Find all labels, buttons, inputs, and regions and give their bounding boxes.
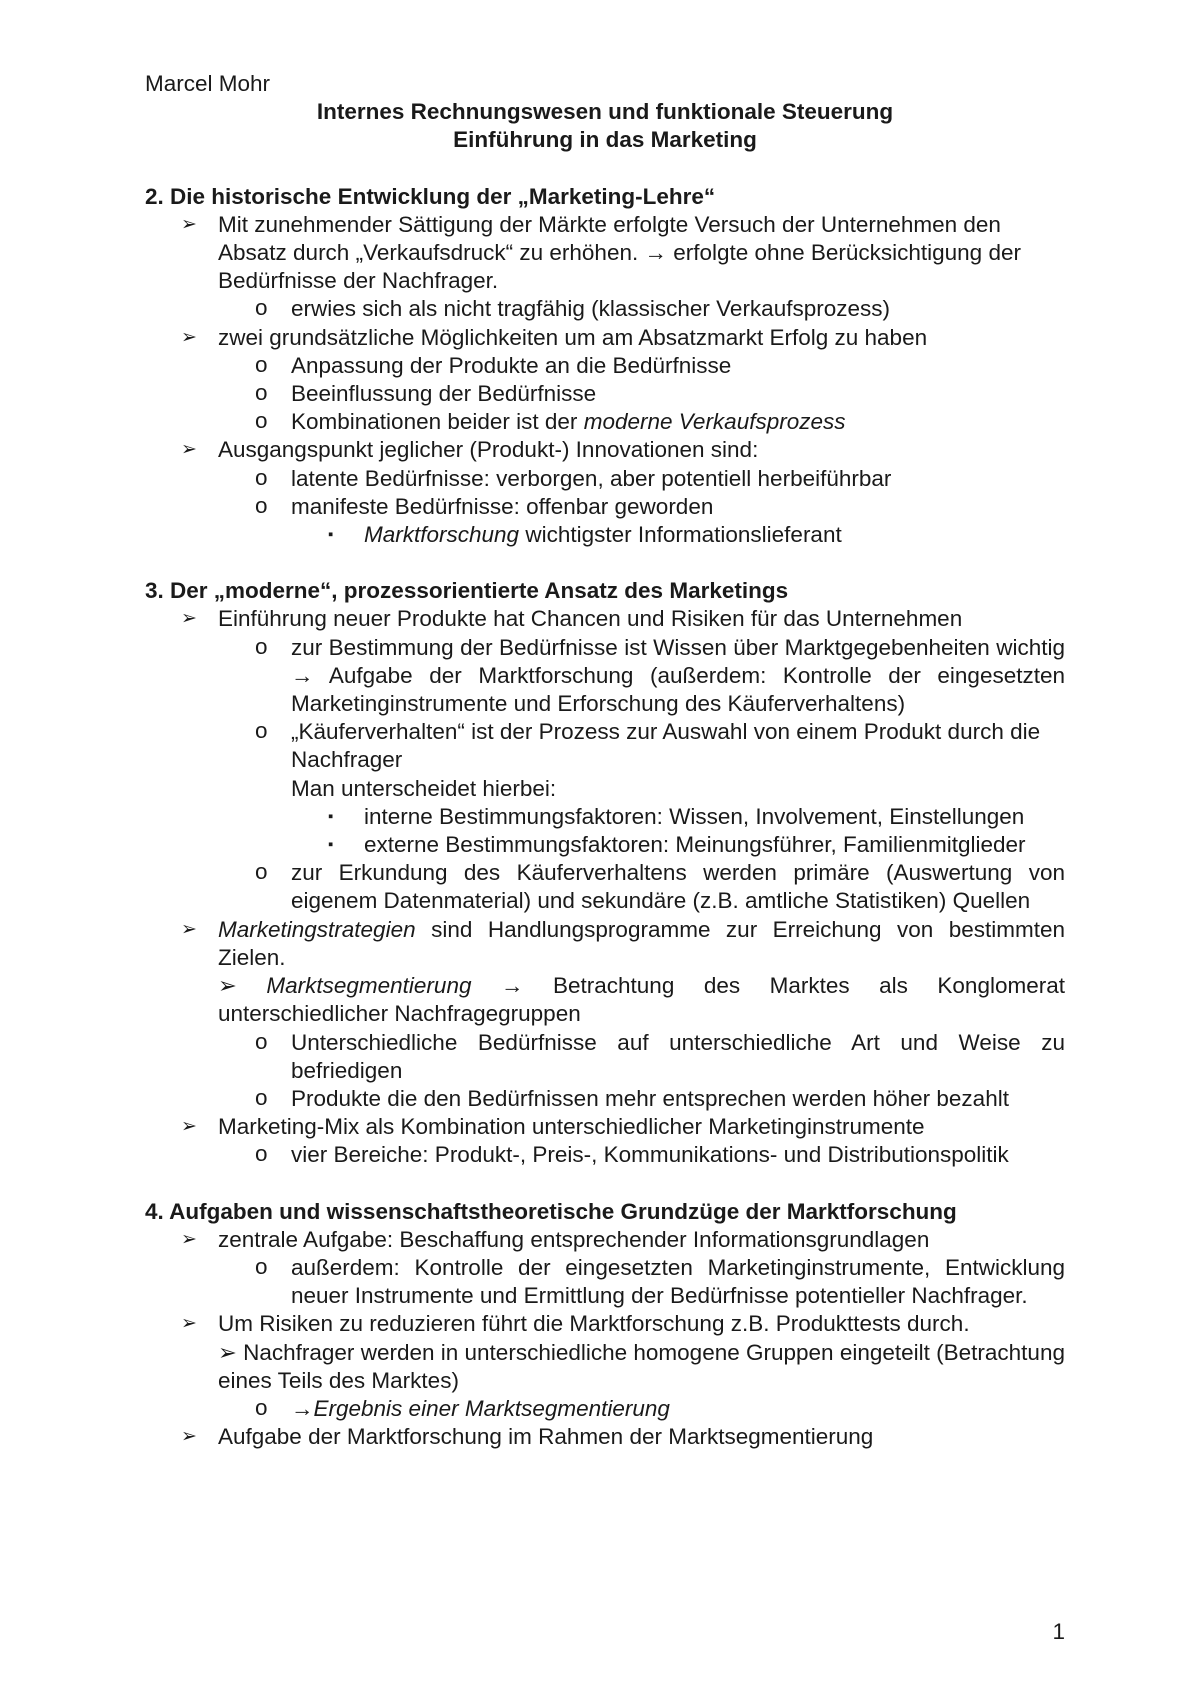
arrow-bullet-icon: ➢: [181, 439, 197, 461]
arrow-bullet-icon: ➢: [181, 1313, 197, 1335]
item-text: außerdem: Kontrolle der eingesetzten Marketinginstrumente, Entwicklung neuer Instrumente und Ermittlung der Bedürfnisse potentieller Nachfrager.: [291, 1254, 1065, 1309]
circle-bullet-icon: o: [255, 351, 268, 377]
list-item: [145, 1113, 1065, 1169]
list-item: [145, 211, 1065, 324]
item-text: Produkte die den Bedürfnissen mehr entsprechen werden höher bezahlt: [291, 1085, 1009, 1111]
section-2-list: [145, 211, 1065, 549]
arrow-bullet-icon: ➢: [181, 326, 197, 348]
sub-list: [218, 634, 1065, 916]
item-text: Betrachtung des Marktes als Konglomerat unterschiedlicher Nachfragegruppen: [218, 973, 1065, 1027]
list-item: [145, 605, 1065, 915]
square-bullet-icon: ▪: [328, 836, 334, 854]
list-item: [145, 493, 1065, 549]
list-item: [145, 1310, 1065, 1338]
list-item: [145, 352, 1065, 380]
section-3-list: [145, 605, 1065, 1169]
section-4-heading: 4. Aufgaben und wissenschaftstheoretische Grundzüge der Marktforschung: [145, 1198, 957, 1224]
item-text: Ausgangspunkt jeglicher (Produkt-) Innovationen sind:: [218, 437, 759, 463]
list-item: [145, 718, 1065, 859]
list-item: [145, 408, 1065, 436]
sub-list: [218, 1141, 1065, 1169]
item-text: interne Bestimmungsfaktoren: Wissen, Involvement, Einstellungen: [364, 803, 1025, 829]
arrow-bullet-icon: ➢: [181, 213, 197, 235]
item-text: Unterschiedliche Bedürfnisse auf unterschiedliche Art und Weise zu befriedigen: [291, 1029, 1065, 1083]
list-item: [145, 972, 1065, 1113]
right-arrow-icon: →: [500, 973, 524, 999]
item-text: vier Bereiche: Produkt-, Preis-, Kommunikations- und Distributionspolitik: [291, 1142, 1009, 1168]
arrow-bullet-icon: ➢: [181, 1228, 197, 1250]
arrow-bullet-icon: ➢: [181, 608, 197, 630]
arrow-bullet-icon: ➢: [218, 1339, 237, 1365]
item-emphasis: Marktforschung: [364, 522, 520, 548]
list-item: [145, 1339, 1065, 1424]
list-item: [145, 521, 1065, 549]
circle-bullet-icon: o: [255, 1141, 268, 1167]
list-item: [145, 295, 1065, 323]
circle-bullet-icon: o: [255, 1028, 268, 1054]
item-text: sind Handlungsprogramme zur Erreichung von bestimmten Zielen.: [218, 916, 1065, 970]
page-number: 1: [1052, 1619, 1065, 1644]
arrow-bullet-icon: ➢: [181, 1426, 197, 1448]
list-item: [145, 1226, 1065, 1311]
list-item: [145, 1254, 1065, 1310]
right-arrow-icon: →: [644, 240, 667, 266]
item-paragraph: [218, 1339, 1065, 1395]
list-item: [145, 916, 1065, 972]
item-text: externe Bestimmungsfaktoren: Meinungsführer, Familienmitglieder: [364, 832, 1026, 858]
square-bullet-icon: ▪: [328, 526, 334, 544]
item-emphasis: Marketingstrategien: [218, 916, 416, 942]
circle-bullet-icon: o: [255, 859, 268, 885]
circle-bullet-icon: o: [255, 408, 268, 434]
circle-bullet-icon: o: [255, 295, 268, 321]
circle-bullet-icon: o: [255, 1253, 268, 1279]
item-text: Aufgabe der Marktforschung (außerdem: Kontrolle der eingesetzten Marketinginstrumente und Erforschung des Käuferverhaltens): [291, 662, 1066, 717]
spacer: [145, 1170, 1065, 1198]
item-text: Um Risiken zu reduzieren führt die Marktforschung z.B. Produkttests durch.: [218, 1311, 970, 1337]
item-text: Beeinflussung der Bedürfnisse: [291, 381, 597, 407]
arrow-bullet-icon: ➢: [218, 973, 237, 999]
sub-sub-list: [291, 521, 1065, 549]
document-title: Internes Rechnungswesen und funktionale Steuerung: [316, 99, 894, 125]
arrow-bullet-icon: ➢: [181, 1116, 197, 1138]
item-text: Anpassung der Produkte an die Bedürfnisse: [291, 352, 732, 378]
sub-list: [218, 1395, 1065, 1423]
item-text: Aufgabe der Marktforschung im Rahmen der Marktsegmentierung: [218, 1424, 874, 1450]
list-item: [145, 436, 1065, 549]
section-3-heading: 3. Der „moderne“, prozessorientierte Ansatz des Marketings: [145, 578, 789, 604]
right-arrow-icon: →: [291, 1395, 314, 1421]
item-emphasis: Marktsegmentierung: [266, 973, 472, 999]
item-text: zwei grundsätzliche Möglichkeiten um am Absatzmarkt Erfolg zu haben: [218, 324, 928, 350]
sub-sub-list: [291, 803, 1065, 859]
list-item: [145, 1029, 1065, 1085]
list-item: [145, 1141, 1065, 1169]
circle-bullet-icon: o: [255, 633, 268, 659]
document-subtitle: Einführung in das Marketing: [453, 127, 757, 153]
sub-list: [218, 1254, 1065, 1310]
list-item: [145, 831, 1065, 859]
item-emphasis: moderne Verkaufsprozess: [583, 409, 846, 435]
item-text: latente Bedürfnisse: verborgen, aber potentiell herbeiführbar: [291, 465, 892, 491]
list-item: [145, 634, 1065, 719]
item-text: zur Erkundung des Käuferverhaltens werden primäre (Auswertung von eigenem Datenmaterial) und sekundäre (z.B. amtliche Statistiken) Quellen: [291, 860, 1065, 914]
item-text: zentrale Aufgabe: Beschaffung entsprechender Informationsgrundlagen: [218, 1226, 930, 1252]
item-paragraph: [218, 972, 1065, 1028]
item-text: erfolgte ohne Berücksichtigung der Bedürfnisse der Nachfrager.: [218, 240, 1021, 294]
item-text: Kombinationen beider ist der: [291, 409, 578, 435]
sub-list: [218, 1029, 1065, 1114]
list-item: [145, 1395, 1065, 1423]
list-item: [145, 465, 1065, 493]
section-4-list: [145, 1226, 1065, 1452]
item-text: erwies sich als nicht tragfähig (klassischer Verkaufsprozess): [291, 296, 890, 322]
item-text: Mit zunehmender Sättigung der Märkte erfolgte Versuch der Unternehmen den Absatz durch „Verkaufsdruck“ zu erhöhen.: [218, 211, 1001, 266]
arrow-bullet-icon: ➢: [181, 918, 197, 940]
item-text: Nachfrager werden in unterschiedliche homogene Gruppen eingeteilt (Betrachtung eines Teils des Marktes): [218, 1339, 1065, 1393]
sub-list: [218, 295, 1065, 323]
right-arrow-icon: →: [291, 662, 314, 688]
circle-bullet-icon: o: [255, 380, 268, 406]
circle-bullet-icon: o: [255, 1394, 268, 1420]
item-text: „Käuferverhalten“ ist der Prozess zur Auswahl von einem Produkt durch die Nachfrager: [291, 719, 1041, 773]
section-2-heading: 2. Die historische Entwicklung der „Marketing-Lehre“: [145, 183, 716, 209]
circle-bullet-icon: o: [255, 464, 268, 490]
list-item: [145, 324, 1065, 437]
document-page: [145, 70, 1065, 1451]
list-item: [145, 1423, 1065, 1451]
circle-bullet-icon: o: [255, 492, 268, 518]
item-text: wichtigster Informationslieferant: [525, 522, 842, 548]
list-item: [145, 380, 1065, 408]
list-item: [145, 859, 1065, 915]
item-text: Marketing-Mix als Kombination unterschiedlicher Marketinginstrumente: [218, 1114, 925, 1140]
item-text: zur Bestimmung der Bedürfnisse ist Wissen über Marktgegebenheiten wichtig: [291, 634, 1065, 660]
spacer: [145, 155, 1065, 183]
sub-list: [218, 352, 1065, 437]
item-emphasis: Ergebnis einer Marktsegmentierung: [313, 1395, 670, 1421]
square-bullet-icon: ▪: [328, 807, 334, 825]
list-item: [145, 1085, 1065, 1113]
sub-list: [218, 465, 1065, 550]
author-name: Marcel Mohr: [145, 71, 271, 96]
circle-bullet-icon: o: [255, 718, 268, 744]
item-text: manifeste Bedürfnisse: offenbar geworden: [291, 493, 714, 519]
list-item: [145, 803, 1065, 831]
item-text: Einführung neuer Produkte hat Chancen und Risiken für das Unternehmen: [218, 606, 963, 632]
circle-bullet-icon: o: [255, 1084, 268, 1110]
spacer: [145, 549, 1065, 577]
item-text: Man unterscheidet hierbei:: [291, 775, 557, 801]
